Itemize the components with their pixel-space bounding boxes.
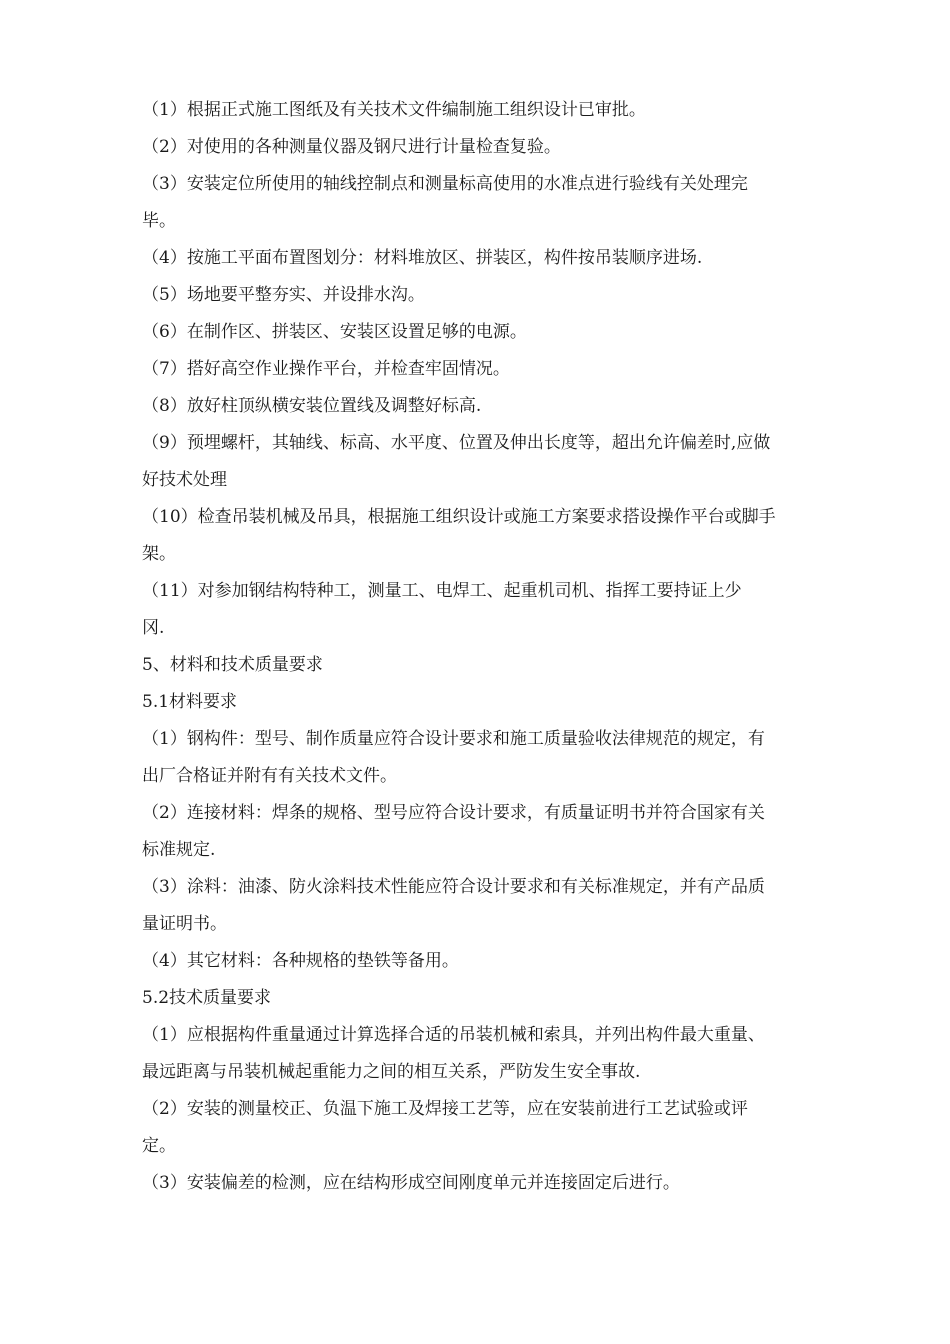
text-line: 冈. [142,618,165,638]
text-line: 最远距离与吊装机械起重能力之间的相互关系，严防发生安全事故. [142,1062,641,1082]
text-line: 好技术处理 [142,470,227,490]
text-line: 毕。 [142,211,176,231]
text-line: （11）对参加钢结构特种工，测量工、电焊工、起重机司机、指挥工要持证上少 [142,581,742,601]
document-body [142,92,817,1202]
text-line: （7）搭好高空作业操作平台，并检查牢固情况。 [142,359,510,379]
text-line: （2）连接材料：焊条的规格、型号应符合设计要求，有质量证明书并符合国家有关 [142,803,765,823]
text-line: （1）钢构件：型号、制作质量应符合设计要求和施工质量验收法律规范的规定，有 [142,729,765,749]
text-line: （2）安装的测量校正、负温下施工及焊接工艺等，应在安装前进行工艺试验或评 [142,1099,748,1119]
subsection-heading: 5.1材料要求 [142,692,238,712]
section-heading: 5、材料和技术质量要求 [142,655,323,675]
text-line: （8）放好柱顶纵横安装位置线及调整好标高. [142,396,482,416]
text-line: 标准规定. [142,840,216,860]
text-line: （3）涂料：油漆、防火涂料技术性能应符合设计要求和有关标准规定，并有产品质 [142,877,765,897]
text-line: （4）按施工平面布置图划分：材料堆放区、拼装区，构件按吊装顺序进场. [142,248,703,268]
text-line: 定。 [142,1136,176,1156]
text-line: （9）预埋螺杆，其轴线、标高、水平度、位置及伸出长度等，超出允许偏差时,应做 [142,433,771,453]
text-line: （3）安装偏差的检测，应在结构形成空间刚度单元并连接固定后进行。 [142,1173,680,1193]
text-line: （2）对使用的各种测量仪器及钢尺进行计量检查复验。 [142,137,561,157]
text-line: （4）其它材料：各种规格的垫铁等备用。 [142,951,459,971]
text-line: （1）应根据构件重量通过计算选择合适的吊装机械和索具，并列出构件最大重量、 [142,1025,765,1045]
text-line: （10）检查吊装机械及吊具，根据施工组织设计或施工方案要求搭设操作平台或脚手 [142,507,776,527]
subsection-heading: 5.2技术质量要求 [142,988,272,1008]
text-line: （3）安装定位所使用的轴线控制点和测量标高使用的水准点进行验线有关处理完 [142,174,748,194]
text-line: 量证明书。 [142,914,227,934]
text-line: （1）根据正式施工图纸及有关技术文件编制施工组织设计已审批。 [142,100,646,120]
text-line: （5）场地要平整夯实、并设排水沟。 [142,285,425,305]
text-line: 架。 [142,544,176,564]
text-line: （6）在制作区、拼装区、安装区设置足够的电源。 [142,322,527,342]
text-line: 出厂合格证并附有有关技术文件。 [142,766,397,786]
